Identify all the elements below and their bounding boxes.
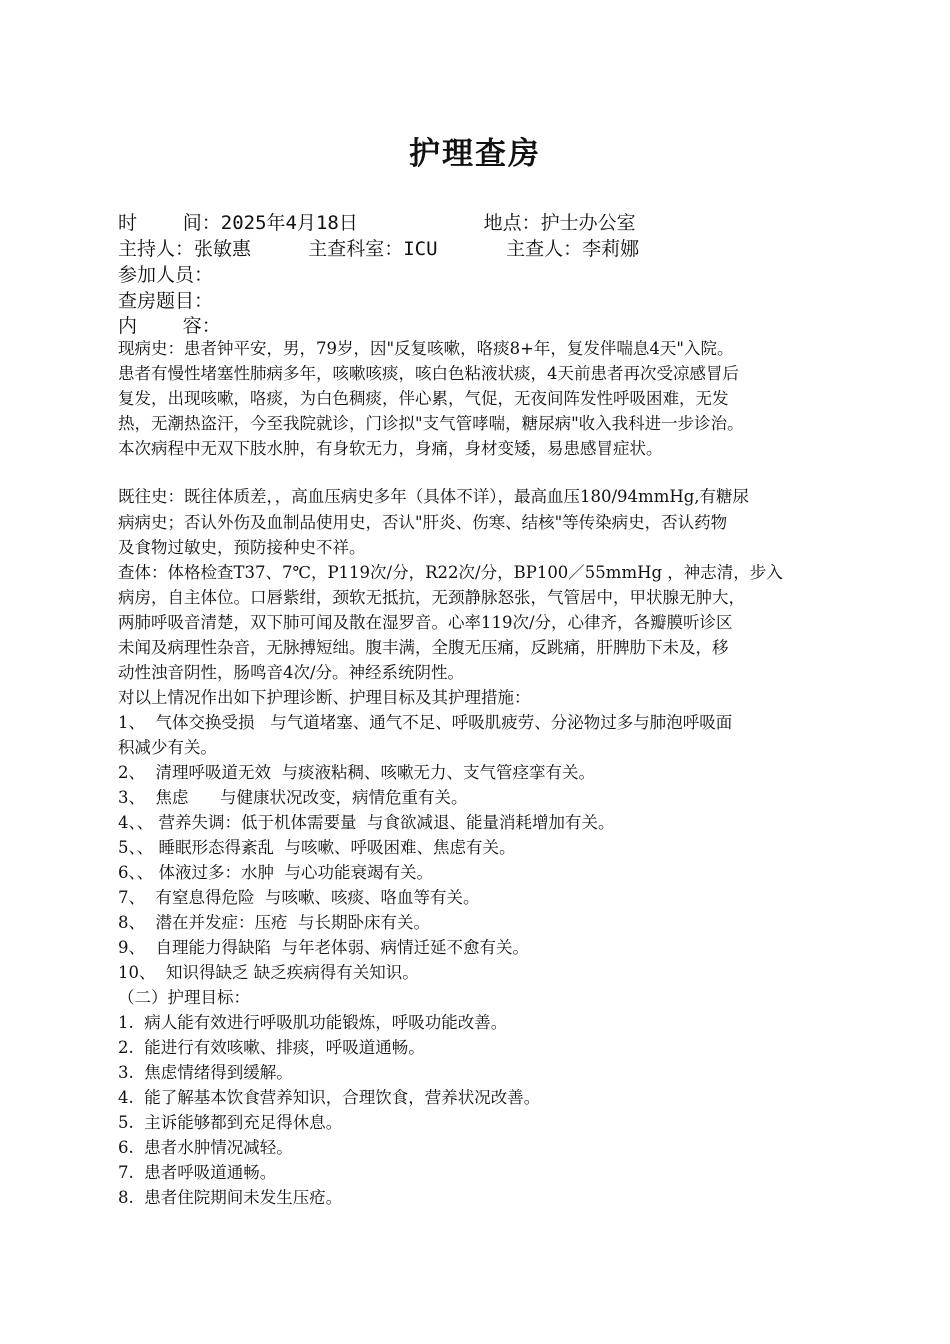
present-history-line: 本次病程中无双下肢水肿，有身软无力，身痛，身材变矮，易患感冒症状。 [118,439,663,458]
past-history-line: 既往史：既往体质差，，高血压病史多年（具体不详），最高血压180/94mmHg,有糖尿 [118,487,750,506]
meta-host-dept: 主持人：张敏惠 主查科室：ICU 主查人：李莉娜 [118,238,640,260]
present-history-line: 现病史：患者钟平安，男，79岁，因"反复咳嗽，咯痰8+年，复发伴喘息4天"入院。 [118,339,734,358]
goals-heading: （二）护理目标： [118,988,250,1007]
past-history-line: 病病史；否认外伤及血制品使用史，否认"肝炎、伤寒、结核"等传染病史，否认药物 [118,513,728,532]
goal-item: 4. 能了解基本饮食营养知识，合理饮食，营养状况改善。 [118,1088,541,1107]
diagnosis-item: 2、 清理呼吸道无效 与痰液粘稠、咳嗽无力、支气管痉挛有关。 [118,763,595,782]
goal-item: 2. 能进行有效咳嗽、排痰，呼吸道通畅。 [118,1038,425,1057]
goal-item: 5. 主诉能够都到充足得休息。 [118,1113,343,1132]
exam-line: 查体：体格检查T37、7℃，P119次/分，R22次/分，BP100／55mmHg ，神志清，步入 [118,563,783,582]
diagnosis-item: 9、 自理能力得缺陷 与年老体弱、病情迁延不愈有关。 [118,938,529,957]
goal-item: 1. 病人能有效进行呼吸肌功能锻炼，呼吸功能改善。 [118,1013,508,1032]
goal-item: 8. 患者住院期间未发生压疮。 [118,1188,343,1207]
past-history-line: 及食物过敏史，预防接种史不祥。 [118,538,366,557]
document-title: 护理查房 [409,136,541,172]
present-history-line: 热，无潮热盗汗，今至我院就诊，门诊拟"支气管哮喘，糖尿病"收入我科进一步诊治。 [118,414,744,433]
diagnosis-item: 6、、 体液过多：水肿 与心功能衰竭有关。 [118,863,433,882]
present-history-line: 患者有慢性堵塞性肺病多年，咳嗽咳痰，咳白色粘液状痰，4天前患者再次受凉感冒后 [118,364,739,383]
diagnosis-item: 1、 气体交换受损 与气道堵塞、通气不足、呼吸肌疲劳、分泌物过多与肺泡呼吸面 [118,713,733,732]
present-history-line: 复发，出现咳嗽，咯痰，为白色稠痰，伴心累，气促，无夜间阵发性呼吸困难，无发 [118,389,729,408]
exam-line: 未闻及病理性杂音，无脉搏短绌。腹丰满，全腹无压痛，反跳痛，肝脾肋下未及，移 [118,638,729,657]
meta-time-location: 时 间：2025年4月18日 地点：护士办公室 [118,212,636,234]
goal-item: 6. 患者水肿情况减轻。 [118,1138,293,1157]
diagnosis-item: 7、 有窒息得危险 与咳嗽、咳痰、咯血等有关。 [118,888,480,907]
diagnosis-item: 10、 知识得缺乏 缺乏疾病得有关知识。 [118,963,419,982]
diagnosis-item: 4、、 营养失调：低于机体需要量 与食欲减退、能量消耗增加有关。 [118,813,615,832]
meta-topic: 查房题目： [118,290,214,312]
exam-line: 动性浊音阴性，肠鸣音4次/分。神经系统阴性。 [118,663,465,682]
diagnosis-item: 3、 焦虑 与健康状况改变，病情危重有关。 [118,788,468,807]
exam-line: 病房，自主体位。口唇紫绀，颈软无抵抗，无颈静脉怒张，气管居中，甲状腺无肿大， [118,588,745,607]
goal-item: 3. 焦虑情绪得到缓解。 [118,1063,293,1082]
exam-line: 两肺呼吸音清楚，双下肺可闻及散在湿罗音。心率119次/分，心律齐，各瓣膜听诊区 [118,613,733,632]
diagnosis-item: 5、、 睡眠形态得紊乱 与咳嗽、呼吸困难、焦虑有关。 [118,838,516,857]
goal-item: 7. 患者呼吸道通畅。 [118,1163,277,1182]
diagnosis-item: 积减少有关。 [118,738,217,757]
meta-content: 内 容： [118,315,221,337]
diagnosis-intro: 对以上情况作出如下护理诊断、护理目标及其护理措施： [118,688,531,707]
diagnosis-item: 8、 潜在并发症：压疮 与长期卧床有关。 [118,913,430,932]
meta-attendees: 参加人员： [118,264,214,286]
